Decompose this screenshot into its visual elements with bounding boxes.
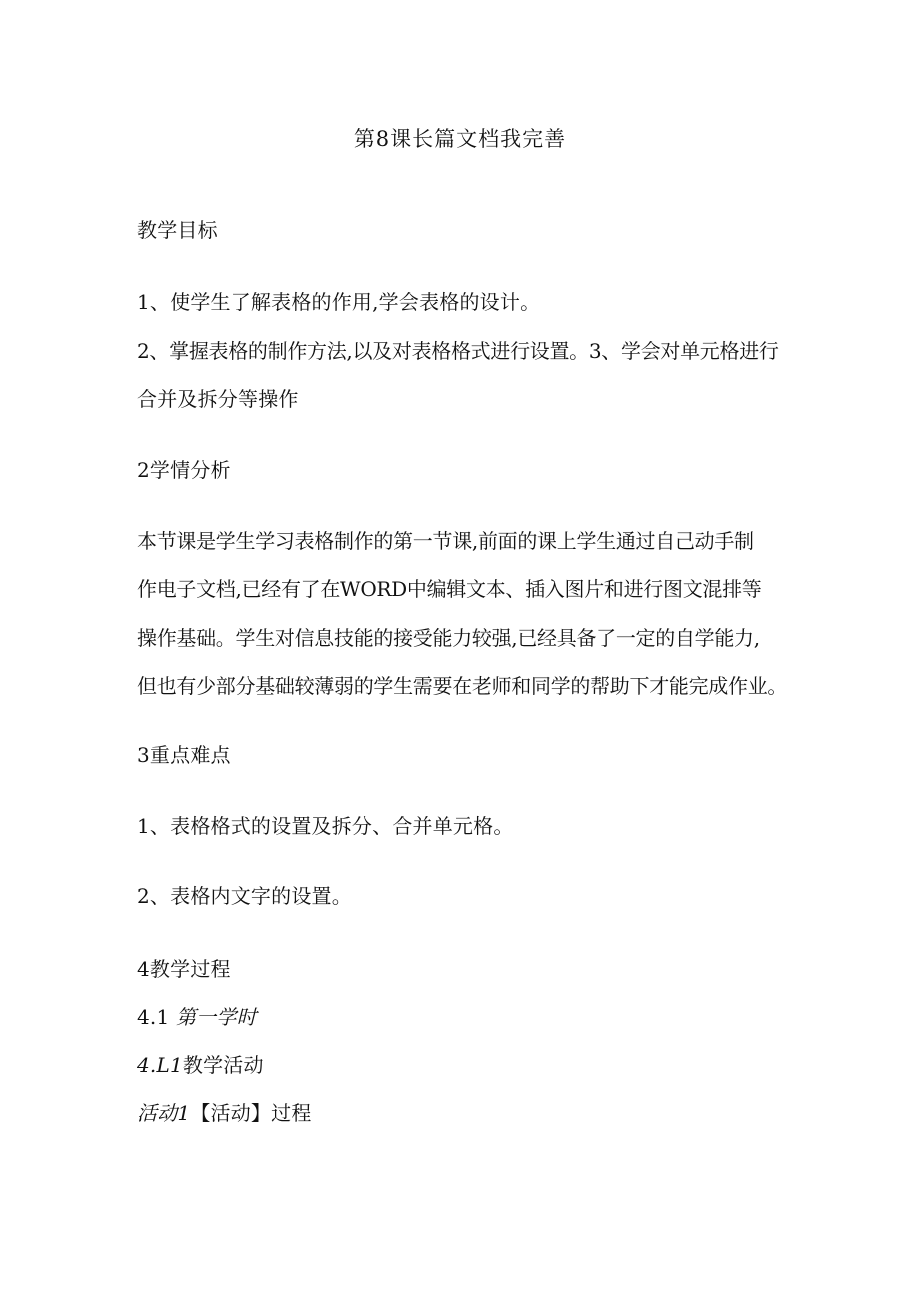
objective-item-2-line-2: 合并及拆分等操作 (137, 387, 299, 411)
activity-label: 【活动】过程 (190, 1101, 312, 1125)
activity-line (137, 1099, 312, 1127)
process-subsection-2-label: 教学活动 (182, 1053, 264, 1077)
key-point-item-2: 2、表格内文字的设置。 (137, 884, 352, 908)
analysis-heading: 2学情分析 (137, 458, 231, 482)
document-title: 第8课长篇文档我完善 (353, 127, 567, 151)
process-heading: 4教学过程 (137, 957, 231, 981)
analysis-paragraph-line-3: 操作基础。学生对信息技能的接受能力较强,已经具备了一定的自学能力, (137, 626, 760, 650)
key-points-heading: 3重点难点 (137, 743, 231, 767)
activity-prefix: 活动1 (137, 1101, 191, 1125)
objective-item-1: 1、使学生了解表格的作用,学会表格的设计。 (137, 290, 541, 314)
analysis-paragraph-line-4: 但也有少部分基础较薄弱的学生需要在老师和同学的帮助下才能完成作业。 (137, 674, 788, 698)
process-subsection-1 (137, 1003, 257, 1031)
objectives-heading: 教学目标 (137, 218, 218, 242)
process-subsection-1-label: 第一学时 (175, 1005, 257, 1029)
process-subsection-2-number: 4.L1 (137, 1053, 183, 1077)
process-subsection-2 (137, 1051, 264, 1079)
analysis-paragraph-line-2: 作电子文档,已经有了在WORD中编辑文本、插入图片和进行图文混排等 (137, 577, 762, 601)
key-point-item-1: 1、表格格式的设置及拆分、合并单元格。 (137, 814, 514, 838)
analysis-paragraph-line-1: 本节课是学生学习表格制作的第一节课,前面的课上学生通过自己动手制 (137, 529, 754, 553)
process-subsection-1-number: 4.1 (137, 1005, 170, 1029)
objective-item-2-line-1: 2、掌握表格的制作方法,以及对表格格式进行设置。3、学会对单元格进行 (137, 339, 779, 363)
